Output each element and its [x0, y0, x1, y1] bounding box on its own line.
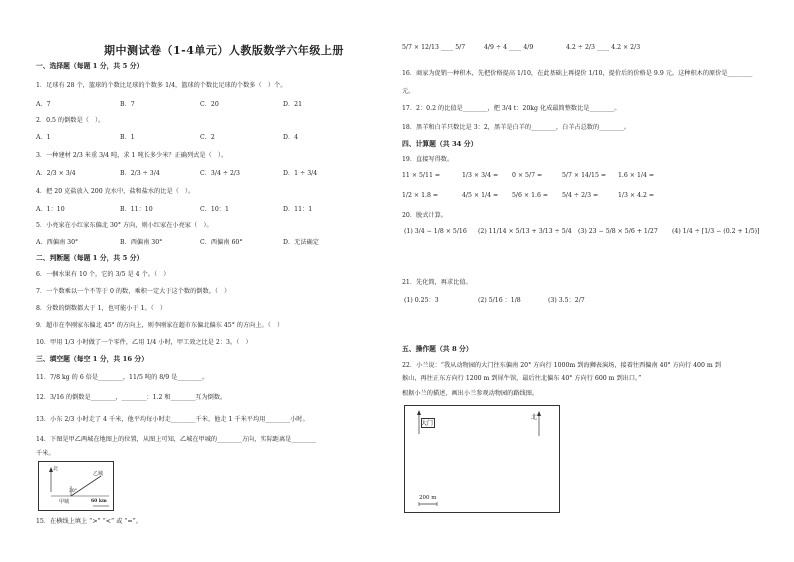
ratio-item-2: (2) 5/16 ：1/8: [478, 297, 521, 304]
calc-item-3: (3) 23 − 5/8 × 5/6 + 1/27: [578, 228, 658, 235]
q3-option-b: B．2/3 ÷ 3/4: [120, 170, 160, 177]
question-9: 9．超市在李刚家东偏北 45° 的方向上，则李刚家在超市东偏北偏东 45° 的方向上。（ ）: [36, 322, 284, 329]
oral-calc-9: 5/4 ÷ 2/3 =: [562, 192, 599, 199]
question-11: 11．7/8 kg 的 6 倍是________，11/5 吨的 8/9 是________。: [36, 374, 209, 381]
question-22-cont: 猴山，再往正东方向行 1200 m 到犀牛馆，最后往北偏东 40° 方向行 600 m 到出口。”: [402, 375, 642, 382]
question-10: 10．甲用 1/3 小时做了一个零件，乙用 1/4 小时，甲工效之比是 2：3。（ ）: [36, 339, 252, 346]
map-city-b-label: 乙城: [93, 471, 104, 477]
q4-option-b: B．11：10: [120, 206, 153, 213]
question-5: 5．小亮家在小红家东偏北 30° 方向，则小红家在小亮家（ ）。: [36, 222, 213, 229]
north-label: 北: [531, 414, 538, 421]
oral-calc-5: 1.6 × 1/4 =: [618, 172, 655, 179]
compare-item-2: 4/9 ÷ 4 ____ 4/9: [484, 44, 534, 51]
q1-option-b: B．7: [120, 101, 135, 108]
question-4: 4．把 20 克盐放入 200 克水中，盐和盐水的比是（ ）。: [36, 188, 195, 195]
q4-option-a: A．1：10: [36, 206, 65, 213]
oral-calc-8: 5/6 × 1.6 =: [512, 192, 549, 199]
gate-north-arrow-icon: [417, 410, 421, 415]
route-scale-label: 200 m: [419, 495, 437, 501]
question-13: 13．小东 2/3 小时走了 4 千米，他平均每小时走________千米，他走 1 千米平均用________小时。: [36, 416, 309, 423]
q5-option-d: D．无法确定: [283, 239, 319, 246]
city-map-figure: [38, 461, 114, 511]
q5-option-c: C．西偏南 60°: [200, 239, 243, 246]
compare-item-3: 4.2 ÷ 2/3 ____ 4.2 × 2/3: [566, 44, 641, 51]
ratio-item-1: (1) 0.25：3: [404, 297, 439, 304]
calc-item-4: (4) 1/4 ÷ [1/3 − (0.2 + 1/5)]: [672, 228, 760, 235]
q2-option-d: D．4: [283, 134, 299, 141]
question-1: 1．足球有 28 个，篮球的个数比足球的个数多 1/4，篮球的个数比足球的个数多（ ）个。: [36, 82, 287, 89]
q2-option-b: B．1: [120, 134, 135, 141]
question-2: 2．0.5 的倒数是（ ）。: [36, 117, 105, 124]
zoo-route-drawing-area[interactable]: [404, 405, 560, 513]
question-15: 15．在横线上填上 “>” “<” 或 “=”。: [36, 518, 142, 525]
question-21: 21．先化简，再求比值。: [402, 279, 472, 286]
q2-option-a: A．1: [36, 134, 51, 141]
q4-option-d: D．11：1: [283, 206, 313, 213]
calc-item-2: (2) 11/14 × 5/13 + 3/13 ÷ 5/4: [478, 228, 572, 235]
q1-option-a: A．7: [36, 101, 51, 108]
q5-option-a: A．西偏南 30°: [36, 239, 79, 246]
question-8: 8．分数的倒数都大于 1，也可能小于 1。（ ）: [36, 305, 167, 312]
q1-option-c: C．20: [200, 101, 219, 108]
compare-item-1: 5/7 × 12/13 ____ 5/7: [402, 44, 466, 51]
question-16-cont: 元。: [402, 88, 415, 95]
map-scale-label: 60 km: [91, 499, 107, 504]
section-heading-judge: 二、判断题（每题 1 分，共 5 分）: [36, 254, 144, 262]
question-14-cont: 千米。: [36, 450, 55, 457]
q4-option-c: C．10：1: [200, 206, 229, 213]
calc-item-1: (1) 3/4 − 1/8 × 5/16: [404, 228, 467, 235]
q2-option-c: C．2: [200, 134, 215, 141]
question-19: 19．直接写得数。: [402, 156, 454, 163]
q5-option-b: B．西偏南 30°: [120, 239, 163, 246]
question-22: 22．小兰说：“我从动物园的大门往东偏南 20° 方向行 1000m 到海狮表演场，接着往西偏南 40° 方向行 400 m 到: [402, 362, 721, 369]
question-16: 16．商家为促销一种积木，先把价格提高 1/10，在此基础上再提价 1/10，提价后的价格是 9.9 元。这种积木的原价是________: [402, 70, 753, 77]
oral-calc-2: 1/3 × 3/4 =: [462, 172, 499, 179]
north-indicator-icon: [537, 411, 541, 416]
oral-calc-1: 11 × 5/11 =: [402, 172, 441, 179]
q3-option-c: C．3/4 ÷ 2/3: [200, 170, 240, 177]
question-22-instruction: 根据小兰的描述，画出小兰参观动物园的路线图。: [402, 390, 539, 397]
map-city-a-label: 甲城: [59, 499, 70, 505]
q3-option-d: D．1 ÷ 3/4: [283, 170, 318, 177]
gate-label: 大门: [421, 420, 434, 427]
question-6: 6．一捆水果有 10 个，它的 3/5 是 4 个。（ ）: [36, 271, 170, 278]
section-heading-choice: 一、选择题（每题 1 分，共 5 分）: [36, 62, 144, 70]
section-heading-operate: 五、操作题（共 8 分）: [402, 345, 473, 353]
section-heading-fill: 三、填空题（每空 1 分，共 16 分）: [36, 355, 149, 363]
q3-option-a: A．2/3 × 3/4: [36, 170, 76, 177]
ratio-item-3: (3) 3.5：2/7: [548, 297, 585, 304]
oral-calc-6: 1/2 × 1.8 =: [402, 192, 439, 199]
section-heading-calc: 四、计算题（共 34 分）: [402, 140, 478, 148]
oral-calc-3: 0 × 5/7 =: [512, 172, 543, 179]
map-north-label: 北: [53, 466, 59, 472]
question-12: 12．3/16 的倒数是________，________：1.2 和________互为倒数。: [36, 394, 227, 401]
oral-calc-7: 4/5 × 1/4 =: [462, 192, 499, 199]
question-14: 14．下图是甲乙两城在地图上的位置，从图上可知，乙城在甲城的________方向，实际距离是________: [36, 436, 317, 443]
question-7: 7．一个数乘以一个不等于 0 的数，乘积一定大于这个数的倒数。（ ）: [36, 288, 231, 295]
question-17: 17．2：0.2 的比值是________，把 3/4 t：20kg 化成最简整数比是________。: [402, 105, 621, 112]
question-3: 3．一种建材 2/3 米重 3/4 吨，求 1 吨长多少米？正确列式是（ ）。: [36, 152, 228, 159]
oral-calc-4: 5/7 × 14/15 =: [562, 172, 607, 179]
question-20: 20．脱式计算。: [402, 212, 447, 219]
oral-calc-10: 1/3 × 4.2 =: [618, 192, 655, 199]
q1-option-d: D．21: [283, 101, 303, 108]
page-title: 期中测试卷（1-4单元）人教版数学六年级上册: [104, 44, 344, 57]
question-18: 18．黑羊和白羊只数比是 3：2，黑羊是白羊的________，白羊占总数的________。: [402, 124, 631, 131]
map-angle-label: 30°: [69, 489, 77, 494]
